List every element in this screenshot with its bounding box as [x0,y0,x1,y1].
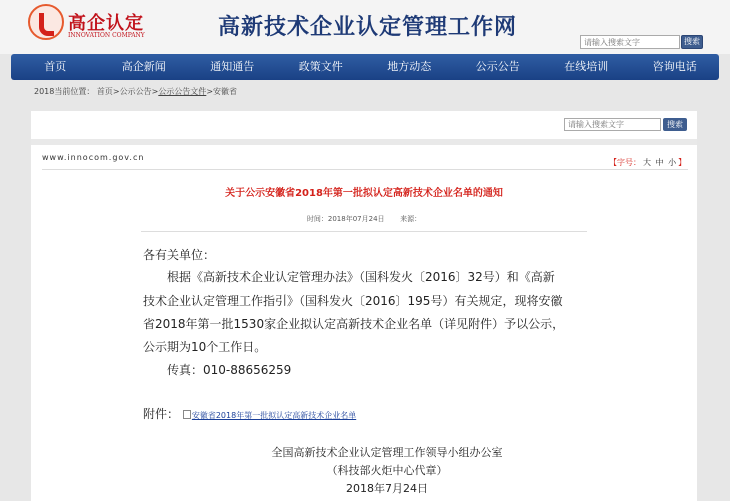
signature-date: 2018年7月24日 [346,482,428,495]
header-search-input[interactable] [580,35,680,49]
article-source: 来源： [400,215,422,223]
body-paragraph-line: 省2018年第一批1530家企业拟认定高新技术企业名单（详见附件）予以公示， [143,317,565,331]
panel-search-button[interactable]: 搜索 [663,118,687,131]
site-domain: www.innocom.gov.cn [42,153,145,162]
font-size-small[interactable]: 小 [668,158,677,167]
breadcrumb-separator: > [206,87,214,96]
signature-org: 全国高新技术企业认定管理工作领导小组办公室 [271,446,503,459]
logo-subtext: INNOVATION COMPANY [68,32,145,39]
content-panel [31,111,697,501]
header-search-button[interactable]: 搜索 [681,35,703,49]
nav-item-notices[interactable]: 通知通告 [210,60,255,73]
nav-item-announcements[interactable]: 公示公告 [475,60,520,73]
breadcrumb-home[interactable]: 首页 [96,87,113,96]
nav-item-news[interactable]: 高企新闻 [121,60,166,73]
site-header [0,0,730,54]
salutation: 各有关单位： [143,248,216,262]
attachment-row [143,405,583,422]
body-paragraph-line: 技术企业认定管理工作指引》（国科发火〔2016〕195号）有关规定，现将安徽 [143,294,563,308]
broken-image-icon [183,410,191,419]
breadcrumb-announcement-files[interactable]: 公示公告文件 [158,87,207,96]
font-size-suffix: 】 [678,158,687,167]
site-title: 高新技术企业认定管理工作网 [218,14,518,40]
font-size-switcher [608,157,687,168]
article-meta [31,214,697,224]
font-size-prefix: 【字号： [609,158,641,167]
breadcrumb-separator: > [151,87,159,96]
fax-line: 传真：010-88656259 [143,363,292,377]
divider [42,169,688,170]
body-paragraph-line: 公示期为10个工作日。 [143,340,267,354]
divider [141,231,587,232]
breadcrumb-anhui[interactable]: 安徽省 [213,87,238,96]
body-paragraph-line: 根据《高新技术企业认定管理办法》（国科发火〔2016〕32号）和《高新 [143,270,555,284]
breadcrumb-prefix: 2018当前位置： [34,87,95,96]
nav-item-local[interactable]: 地方动态 [387,60,432,73]
breadcrumb-separator: > [112,87,120,96]
article-time: 时间：2018年07月24日 [306,215,385,223]
logo-icon [28,4,64,40]
nav-item-hotline[interactable]: 咨询电话 [652,60,697,73]
breadcrumb-announcements[interactable]: 公示公告 [119,87,152,96]
panel-search-input[interactable] [564,118,661,131]
breadcrumb [34,86,237,97]
attachment-link[interactable]: 安徽省2018年第一批拟认定高新技术企业名单 [191,411,357,420]
nav-item-home[interactable]: 首页 [44,60,67,73]
font-size-large[interactable]: 大 [643,158,651,167]
nav-item-training[interactable]: 在线培训 [564,60,609,73]
site-logo[interactable] [28,4,168,44]
main-nav [11,54,719,80]
article-title: 关于公示安徽省2018年第一批拟认定高新技术企业名单的通知 [225,188,503,199]
nav-item-policies[interactable]: 政策文件 [298,60,343,73]
signature-sub: （科技部火炬中心代章） [326,464,448,477]
logo-text: 高企认定 [68,13,144,34]
divider [31,139,697,145]
attachment-label: 附件： [143,407,180,421]
font-size-medium[interactable]: 中 [655,158,664,167]
